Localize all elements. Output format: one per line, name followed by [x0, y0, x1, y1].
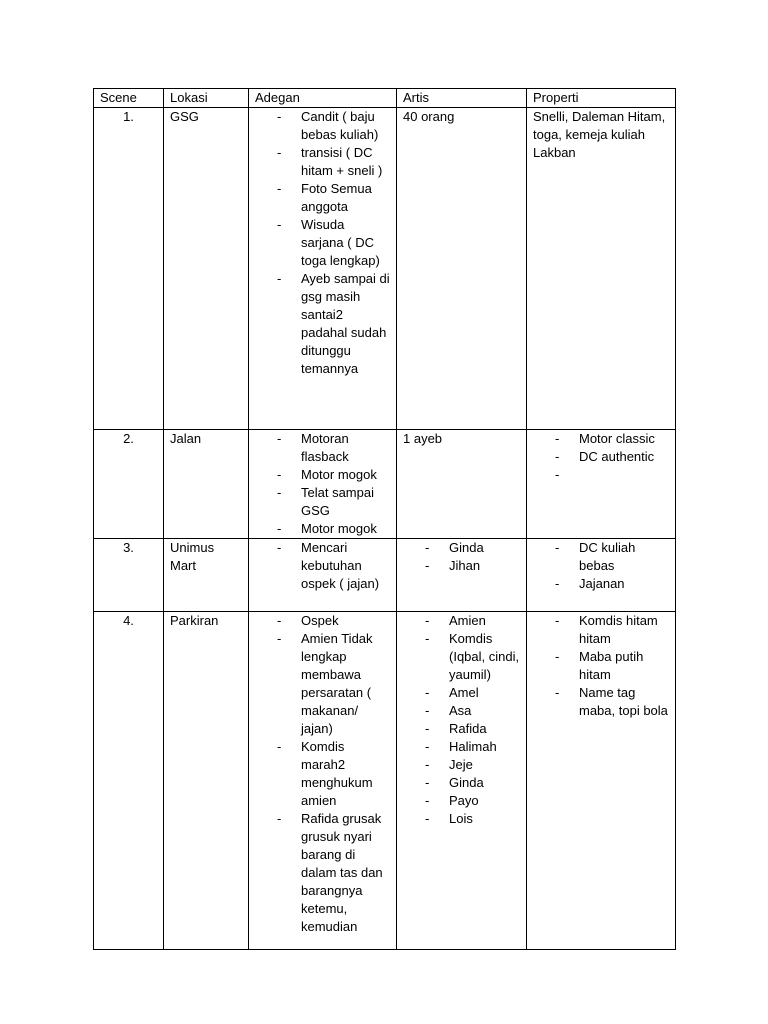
- list-item: - Motor mogok: [277, 520, 390, 538]
- properti-text: Snelli, Daleman Hitam, toga, kemeja kuliah: [533, 109, 666, 142]
- list-item: - Lois: [425, 810, 520, 828]
- artis-list: [425, 612, 520, 828]
- table-body: [94, 108, 676, 950]
- artis-cell: [397, 430, 527, 539]
- list-item: - Amel: [425, 684, 520, 702]
- lokasi-text: GSG: [170, 109, 199, 124]
- properti-list: [555, 612, 669, 720]
- properti-list: [555, 430, 669, 484]
- list-item: - Ginda: [425, 774, 520, 792]
- list-item: - Maba putih hitam: [555, 648, 669, 684]
- properti-cell: [527, 612, 676, 950]
- list-item: - Jihan: [425, 557, 520, 575]
- properti-cell: [527, 430, 676, 539]
- list-item: - Mencari kebutuhan ospek ( jajan): [277, 539, 390, 593]
- lokasi-text: Parkiran: [170, 613, 219, 628]
- header-adegan: Adegan: [249, 89, 397, 108]
- list-item: [555, 466, 669, 484]
- table-row: [94, 539, 676, 612]
- properti-text: Lakban: [533, 145, 576, 160]
- header-properti: Properti: [527, 89, 676, 108]
- list-item: - Asa: [425, 702, 520, 720]
- list-item: - Komdis hitam hitam: [555, 612, 669, 648]
- lokasi-cell: [164, 108, 249, 430]
- artis-cell: [397, 612, 527, 950]
- header-lokasi: Lokasi: [164, 89, 249, 108]
- list-item: - Ayeb sampai di gsg masih santai2 padahal sudah ditunggu temannya: [277, 270, 390, 378]
- lokasi-text: Mart: [170, 558, 196, 573]
- scene-number: 2.: [94, 430, 164, 539]
- properti-cell: [527, 108, 676, 430]
- list-item: - Foto Semua anggota: [277, 180, 390, 216]
- list-item: - Rafida: [425, 720, 520, 738]
- table-header-row: [94, 89, 676, 108]
- scene-number: 1.: [94, 108, 164, 430]
- properti-cell: [527, 539, 676, 612]
- list-item: - Amien Tidak lengkap membawa persaratan ( makanan/ jajan): [277, 630, 390, 738]
- list-item: - Komdis (Iqbal, cindi, yaumil): [425, 630, 520, 684]
- header-artis: Artis: [397, 89, 527, 108]
- artis-text: 1 ayeb: [403, 431, 443, 446]
- adegan-list: [277, 539, 390, 593]
- adegan-cell: [249, 108, 397, 430]
- list-item: - DC authentic: [555, 448, 669, 466]
- adegan-cell: [249, 539, 397, 612]
- adegan-list: [277, 430, 390, 538]
- properti-list: [555, 539, 669, 593]
- artis-cell: [397, 539, 527, 612]
- list-item: - DC kuliah bebas: [555, 539, 669, 575]
- lokasi-cell: [164, 430, 249, 539]
- table-row: [94, 108, 676, 430]
- list-item: - transisi ( DC hitam + sneli ): [277, 144, 390, 180]
- list-item: - Candit ( baju bebas kuliah): [277, 108, 390, 144]
- artis-text: 40 orang: [403, 109, 455, 124]
- adegan-list: [277, 612, 390, 936]
- scene-table: [93, 88, 676, 950]
- adegan-cell: [249, 430, 397, 539]
- list-item: - Ginda: [425, 539, 520, 557]
- table-row: [94, 612, 676, 950]
- list-item: - Motoran flasback: [277, 430, 390, 466]
- list-item: - Telat sampai GSG: [277, 484, 390, 520]
- list-item: - Payo: [425, 792, 520, 810]
- scene-number: 4.: [94, 612, 164, 950]
- artis-list: [425, 539, 520, 575]
- adegan-cell: [249, 612, 397, 950]
- list-item: - Motor mogok: [277, 466, 390, 484]
- lokasi-cell: [164, 539, 249, 612]
- list-item: - Ospek: [277, 612, 390, 630]
- list-item: - Jeje: [425, 756, 520, 774]
- list-item: - Amien: [425, 612, 520, 630]
- list-item: - Komdis marah2 menghukum amien: [277, 738, 390, 810]
- list-item: - Motor classic: [555, 430, 669, 448]
- artis-cell: [397, 108, 527, 430]
- lokasi-cell: [164, 612, 249, 950]
- lokasi-text: Jalan: [170, 431, 202, 446]
- list-item: - Jajanan: [555, 575, 669, 593]
- list-item: - Rafida grusak grusuk nyari barang di dalam tas dan barangnya ketemu, kemudian: [277, 810, 390, 936]
- list-item: - Halimah: [425, 738, 520, 756]
- lokasi-text: Unimus: [170, 540, 215, 555]
- list-item: - Name tag maba, topi bola: [555, 684, 669, 720]
- list-item: - Wisuda sarjana ( DC toga lengkap): [277, 216, 390, 270]
- scene-number: 3.: [94, 539, 164, 612]
- header-scene: Scene: [94, 89, 164, 108]
- table-row: [94, 430, 676, 539]
- adegan-list: [277, 108, 390, 378]
